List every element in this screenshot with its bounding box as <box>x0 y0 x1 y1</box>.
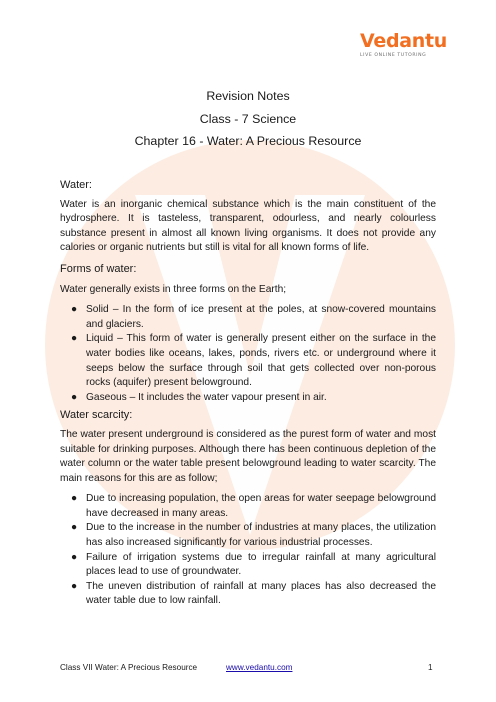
list-item: ● Due to increasing population, the open areas for water seepage belowground have decreased in many areas. <box>71 493 436 519</box>
main-content <box>60 178 436 609</box>
bullet-icon: ● <box>71 333 78 345</box>
scarcity-list <box>60 492 436 609</box>
bullet-icon: ● <box>71 551 78 563</box>
doc-heading-2: Class - 7 Science <box>199 112 297 126</box>
list-item: ● Solid – In the form of ice present at the poles, at snow-covered mountains and glaciers. <box>71 304 436 330</box>
list-item: ● Liquid – This form of water is generally present either on the surface in the water bodies like oceans, lakes, ponds, rivers etc. or underground where it seeps below the surface through soil that gets collected over non-porous rocks (aquifer) present belowground. <box>71 333 436 389</box>
section-title-water: Water: <box>60 179 92 191</box>
logo-wordmark: Vedantu <box>360 30 448 52</box>
doc-heading-1: Revision Notes <box>206 89 290 103</box>
logo-tagline: LIVE ONLINE TUTORING <box>360 53 427 58</box>
bullet-icon: ● <box>71 493 78 505</box>
list-item: ● The uneven distribution of rainfall at many places has also decreased the water table due to low rainfall. <box>71 580 436 607</box>
forms-intro: Water generally exists in three forms on the Earth; <box>60 283 287 295</box>
bullet-icon: ● <box>71 580 78 592</box>
list-item: ● Due to the increase in the number of industries at many places, the utilization has also increased significantly for various industrial processes. <box>71 522 436 549</box>
footer-website-link[interactable]: www.vedantu.com <box>226 663 293 672</box>
list-item: ● Failure of irrigation systems due to irregular rainfall at many agricultural places lead to use of groundwater. <box>71 551 436 578</box>
section-title-forms: Forms of water: <box>60 262 137 275</box>
water-paragraph: Water is an inorganic chemical substance which is the main constituent of the hydrosphere. It is tasteless, transparent, odourless, and nearly colourless substance present in almost all known living organisms. It does not provide any calories or organic nutrients but still is vital for all known forms of life. <box>60 198 436 254</box>
bullet-icon: ● <box>71 304 78 316</box>
scarcity-paragraph: The water present underground is considered as the purest form of water and most suitable for drinking purposes. Although there has been continuous depletion of the water column or the water table present belowground leading to water scarcity. The main reasons for this are as follow; <box>60 428 436 484</box>
forms-list <box>60 303 436 405</box>
page-number: 1 <box>428 663 433 672</box>
list-item: ● Gaseous – It includes the water vapour present in air. <box>60 391 436 406</box>
chapter-title: Chapter 16 - Water: A Precious Resource <box>134 134 362 148</box>
vedantu-logo <box>360 30 448 68</box>
bullet-icon: ● <box>71 391 78 403</box>
section-title-scarcity: Water scarcity: <box>60 409 133 422</box>
footer-title: Class VII Water: A Precious Resource <box>60 663 198 672</box>
bullet-icon: ● <box>71 522 78 534</box>
